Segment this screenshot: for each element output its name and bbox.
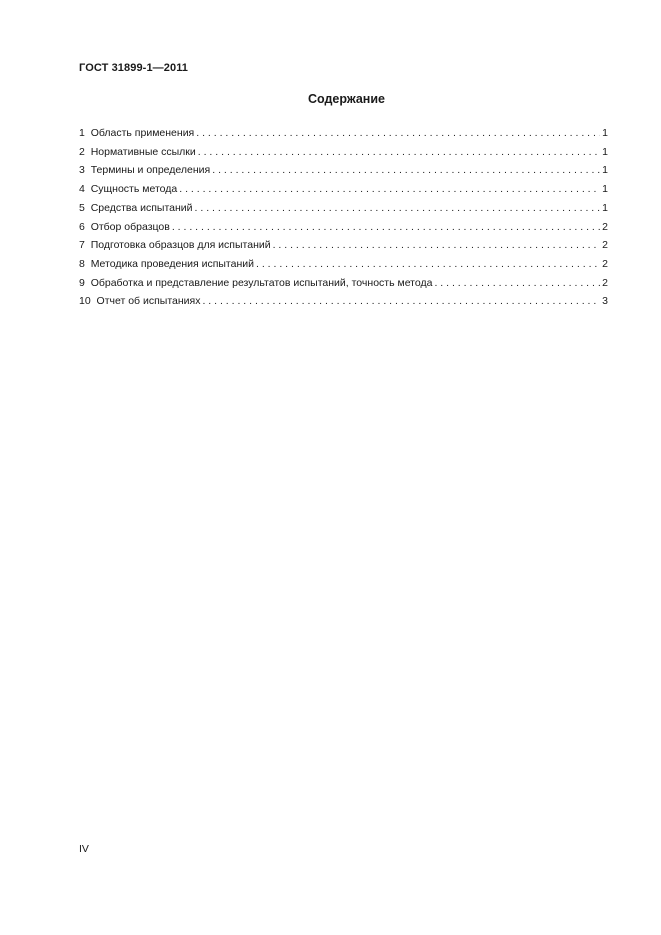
dot-leader	[212, 161, 600, 180]
dot-leader	[179, 180, 600, 199]
toc-item[interactable]	[79, 236, 608, 255]
toc-item-title: Обработка и представление результатов испытаний, точность метода	[90, 276, 433, 289]
toc-item[interactable]	[79, 143, 608, 162]
toc-item-number: 2	[79, 145, 85, 158]
toc-item[interactable]	[79, 161, 608, 180]
toc-item-title: Отчет об испытаниях	[96, 295, 201, 308]
toc-item-number: 7	[79, 239, 85, 252]
toc-title: Содержание	[307, 92, 385, 106]
toc-item[interactable]	[79, 292, 608, 311]
toc-item-page: 2	[602, 239, 608, 252]
toc-item-page: 1	[602, 201, 608, 214]
toc-item-title: Отбор образцов	[90, 220, 170, 233]
toc-item-page: 3	[602, 295, 608, 308]
toc-item-page: 1	[602, 183, 608, 196]
toc-item-page: 2	[602, 220, 608, 233]
toc-item-title: Методика проведения испытаний	[90, 257, 254, 270]
dot-leader	[172, 218, 600, 237]
toc-item[interactable]	[79, 124, 608, 143]
toc-item[interactable]	[79, 218, 608, 237]
toc-item-title: Термины и определения	[90, 164, 211, 177]
dot-leader	[434, 274, 600, 293]
toc-item-page: 1	[602, 164, 608, 177]
toc-item-number: 8	[79, 257, 85, 270]
toc-item-number: 4	[79, 183, 85, 196]
dot-leader	[195, 199, 601, 218]
toc-item-page: 2	[602, 276, 608, 289]
toc-item-page: 2	[602, 257, 608, 270]
dot-leader	[202, 292, 600, 311]
dot-leader	[256, 255, 600, 274]
toc-item-title: Область применения	[90, 127, 195, 139]
toc-item-number: 5	[79, 201, 85, 214]
dot-leader	[198, 143, 600, 162]
toc-item-title: Средства испытаний	[90, 201, 193, 214]
toc-item[interactable]	[79, 274, 608, 293]
toc-item-title: Сущность метода	[90, 183, 178, 196]
dot-leader	[273, 236, 601, 255]
toc-item-page: 1	[602, 145, 608, 158]
toc-item-page: 1	[602, 127, 608, 139]
toc-item-title: Подготовка образцов для испытаний	[90, 239, 271, 252]
toc-item-number: 3	[79, 164, 85, 177]
toc-item-number: 9	[79, 276, 85, 289]
toc-item[interactable]	[79, 180, 608, 199]
page-number: IV	[79, 843, 89, 855]
toc-item-number: 6	[79, 220, 85, 233]
toc-item-number: 10	[79, 295, 91, 308]
dot-leader	[196, 124, 600, 143]
document-header: ГОСТ 31899-1—2011	[79, 62, 189, 74]
toc-item[interactable]	[79, 199, 608, 218]
toc-item-number: 1	[79, 127, 85, 139]
toc-item[interactable]	[79, 255, 608, 274]
toc-item-title: Нормативные ссылки	[90, 145, 196, 158]
table-of-contents	[79, 124, 608, 311]
